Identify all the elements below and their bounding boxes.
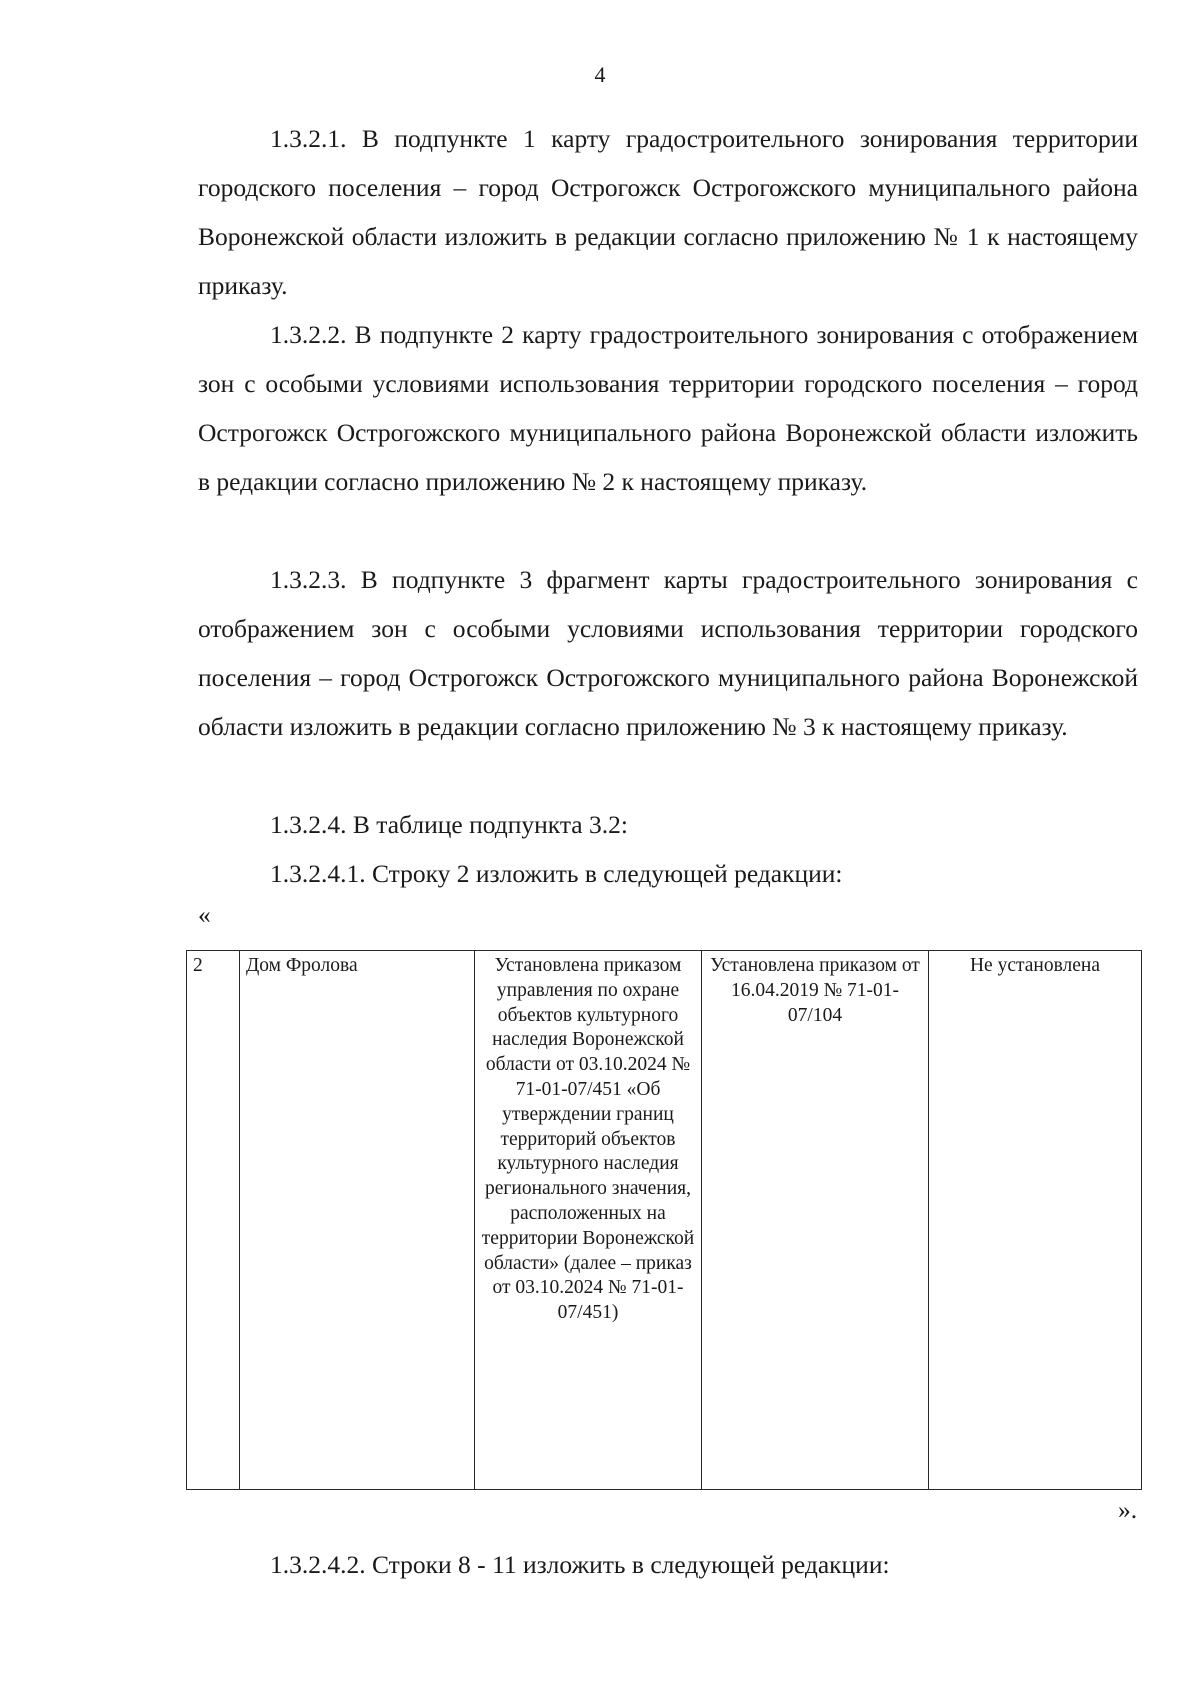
cell-requirements: Установлена приказом от 16.04.2019 № 71-01-07/104: [702, 951, 929, 1490]
cell-territory-boundaries: Установлена приказом управления по охране объектов культурного наследия Воронежской области от 03.10.2024 № 71-01-07/451 «Об утверждении границ территорий объектов культурного наследия регионального значения, расположенных на территории Воронежской области» (далее – приказ от 03.10.2024 № 71-01-07/451): [475, 951, 702, 1490]
paragraph-1-3-2-4-2: 1.3.2.4.2. Строки 8 - 11 изложить в следующей редакции:: [270, 1550, 890, 1579]
amendment-table: [186, 950, 1142, 1490]
paragraph-1-3-2-3: 1.3.2.3. В подпункте 3 фрагмент карты градостроительного зонирования с отображением зон с особыми условиями использования территории городского поселения – город Острогожск Острогожского муниципального района Воронежской области изложить в редакции согласно приложению № 3 к настоящему приказу.: [198, 565, 1138, 741]
paragraph-1-3-2-4-1: 1.3.2.4.1. Строку 2 изложить в следующей редакции:: [270, 859, 843, 888]
cell-object-name: Дом Фролова: [240, 951, 475, 1490]
cell-protection-zone: Не установлена: [929, 951, 1142, 1490]
paragraph-1-3-2-4: 1.3.2.4. В таблице подпункта 3.2:: [270, 810, 628, 839]
cell-row-number: 2: [187, 951, 240, 1490]
quote-open: «: [198, 900, 211, 929]
paragraph-1-3-2-2: 1.3.2.2. В подпункте 2 карту градостроительного зонирования с отображением зон с особыми условиями использования территории городского поселения – город Острогожск Острогожского муниципального района Воронежской области изложить в редакции согласно приложению № 2 к настоящему приказу.: [198, 320, 1138, 496]
quote-close: ».: [1118, 1495, 1138, 1524]
table-row: [187, 951, 1142, 1490]
paragraph-1-3-2-1: 1.3.2.1. В подпункте 1 карту градостроительного зонирования территории городского поселения – город Острогожск Острогожского муниципального района Воронежской области изложить в редакции согласно приложению № 1 к настоящему приказу.: [198, 124, 1138, 300]
page-number: 4: [594, 62, 606, 87]
